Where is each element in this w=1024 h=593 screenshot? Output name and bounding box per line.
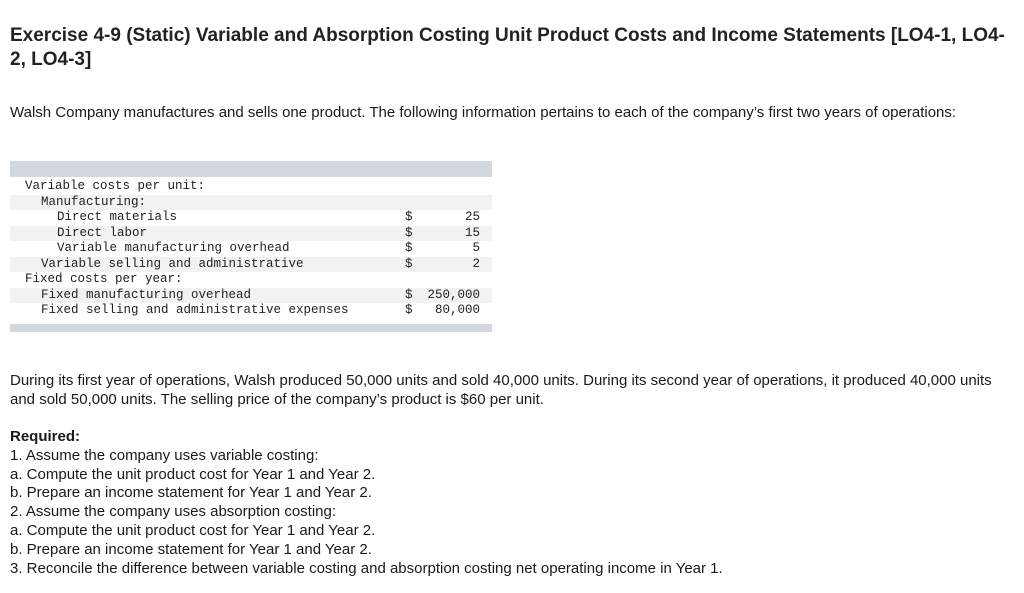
- row-label: Manufacturing:: [41, 194, 147, 209]
- required-item: 1. Assume the company uses variable costing:: [10, 446, 319, 464]
- exercise-title: Exercise 4-9 (Static) Variable and Absorption Costing Unit Product Costs and Income Statements [LO4-1, LO4-2, LO4-3]: [10, 25, 1005, 70]
- row-label: Direct materials: [57, 210, 178, 224]
- table-body: [10, 177, 492, 324]
- row-label: Fixed costs per year:: [25, 272, 183, 286]
- table-row: [10, 226, 492, 242]
- row-currency: $: [405, 210, 413, 224]
- row-label: Fixed manufacturing overhead: [41, 287, 252, 302]
- table-header-bar: [10, 161, 492, 177]
- table-row: [10, 288, 492, 304]
- row-currency: $: [405, 303, 413, 317]
- row-value: 15: [464, 225, 480, 240]
- row-label: Variable manufacturing overhead: [57, 241, 290, 255]
- required-item: 2. Assume the company uses absorption costing:: [10, 503, 337, 521]
- row-value: 250,000: [427, 287, 480, 302]
- required-item: b. Prepare an income statement for Year 1 and Year 2.: [10, 484, 372, 502]
- row-label: Variable costs per unit:: [25, 179, 206, 193]
- required-item: 3. Reconcile the difference between variable costing and absorption costing net operating income in Year 1.: [10, 559, 723, 577]
- row-currency: $: [405, 256, 413, 271]
- table-row: [10, 257, 492, 273]
- cost-data-table: [10, 161, 492, 332]
- row-currency: $: [405, 241, 413, 255]
- required-heading: Required:: [10, 428, 81, 445]
- required-item: a. Compute the unit product cost for Year 1 and Year 2.: [10, 465, 376, 483]
- table-row: [10, 272, 492, 288]
- table-row: [10, 241, 492, 257]
- row-currency: $: [405, 287, 413, 302]
- row-value: 80,000: [434, 303, 480, 317]
- required-section: [10, 428, 1000, 578]
- row-currency: $: [405, 225, 413, 240]
- row-label: Variable selling and administrative: [41, 256, 304, 271]
- row-value: 2: [472, 256, 480, 271]
- table-row: [10, 210, 492, 226]
- row-label: Direct labor: [57, 225, 148, 240]
- table-row: [10, 195, 492, 211]
- table-row: [10, 179, 492, 195]
- row-value: 25: [464, 210, 480, 224]
- intro-paragraph: Walsh Company manufactures and sells one product. The following information pertains to each of the company’s first two years of operations:: [10, 104, 957, 121]
- table-footer-bar: [10, 324, 492, 332]
- row-value: 5: [472, 241, 480, 255]
- required-item: a. Compute the unit product cost for Year 1 and Year 2.: [10, 521, 376, 539]
- row-label: Fixed selling and administrative expenses: [41, 303, 349, 317]
- required-item: b. Prepare an income statement for Year 1 and Year 2.: [10, 540, 372, 558]
- production-paragraph: During its first year of operations, Walsh produced 50,000 units and sold 40,000 units. During its second year of operations, it produced 40,000 units and sold 50,000 units. The selling price of the company’s product is $60 per unit.: [10, 372, 992, 408]
- table-row: [10, 303, 492, 319]
